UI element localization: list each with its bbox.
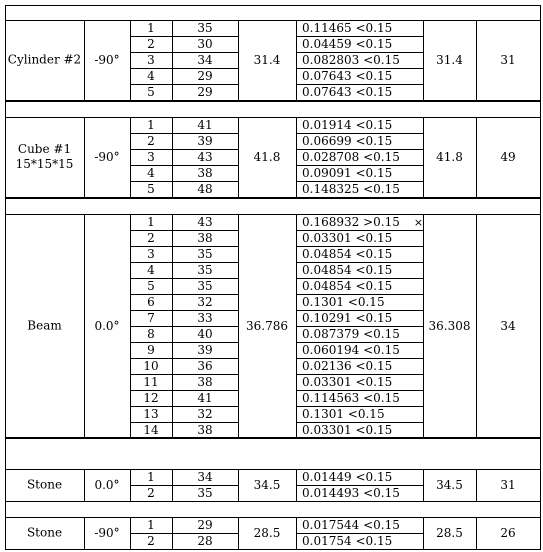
reading-number: 1 (147, 470, 155, 484)
column-border (540, 214, 541, 438)
impact-angle: -90° (94, 526, 120, 540)
deviation-check: 0.09091 <0.15 (302, 166, 393, 180)
column-border (238, 214, 239, 438)
section-border (5, 197, 541, 198)
final-value: 49 (500, 150, 516, 164)
rebound-value: 39 (197, 343, 213, 357)
reading-number: 3 (147, 150, 155, 164)
spacer-border (540, 437, 541, 469)
reading-number: 1 (147, 215, 155, 229)
column-border (238, 20, 239, 100)
rebound-value: 35 (197, 279, 213, 293)
deviation-check: 0.06699 <0.15 (302, 134, 393, 148)
reading-number: 8 (147, 327, 155, 341)
column-border (540, 469, 541, 501)
deviation-check: 0.148325 <0.15 (302, 182, 400, 196)
deviation-check: 0.11465 <0.15 (302, 21, 393, 35)
column-border (84, 469, 85, 501)
rebound-value: 29 (197, 85, 213, 99)
average-value: 28.5 (253, 526, 281, 540)
rebound-value: 34 (197, 53, 213, 67)
rebound-value: 38 (197, 375, 213, 389)
column-border (476, 20, 477, 100)
final-value: 34 (500, 319, 516, 333)
rebound-value: 32 (197, 295, 213, 309)
deviation-check: 0.01449 <0.15 (302, 470, 393, 484)
deviation-check: 0.1301 <0.15 (302, 295, 385, 309)
rebound-value: 41 (197, 118, 213, 132)
rebound-value: 34 (197, 470, 213, 484)
rebound-value: 43 (197, 215, 213, 229)
spacer-border (540, 5, 541, 20)
deviation-check: 0.060194 <0.15 (302, 343, 400, 357)
rebound-value: 38 (197, 166, 213, 180)
corrected-average: 31.4 (436, 53, 463, 67)
column-border (423, 117, 424, 197)
deviation-check: 0.02136 <0.15 (302, 359, 393, 373)
rebound-value: 48 (197, 182, 213, 196)
reading-number: 5 (147, 182, 155, 196)
column-border (540, 117, 541, 197)
deviation-check: 0.01754 <0.15 (302, 534, 393, 548)
spacer-border (540, 101, 541, 117)
column-border (130, 20, 131, 100)
rebound-value: 40 (197, 327, 213, 341)
section-border (5, 517, 541, 518)
section-border (5, 214, 541, 215)
reading-number: 1 (147, 518, 155, 532)
column-border (296, 20, 297, 100)
reading-number: 4 (147, 166, 155, 180)
rebound-value: 32 (197, 407, 213, 421)
deviation-check: 0.1301 <0.15 (302, 407, 385, 421)
deviation-check: 0.03301 <0.15 (302, 375, 393, 389)
reject-mark: × (413, 216, 424, 229)
section-border (5, 438, 541, 439)
column-border (296, 117, 297, 197)
section-border (5, 117, 541, 118)
deviation-check: 0.04854 <0.15 (302, 247, 393, 261)
reading-number: 5 (147, 85, 155, 99)
rebound-value: 43 (197, 150, 213, 164)
column-border (238, 469, 239, 501)
spacer-border (5, 5, 541, 6)
reading-number: 2 (147, 37, 155, 51)
reading-number: 2 (147, 534, 155, 548)
average-value: 31.4 (253, 53, 281, 67)
deviation-check: 0.01914 <0.15 (302, 118, 393, 132)
corrected-average: 34.5 (436, 478, 463, 492)
specimen-label: Cube #1 15*15*15 (15, 142, 74, 171)
deviation-check: 0.03301 <0.15 (302, 231, 393, 245)
column-border (238, 117, 239, 197)
reading-number: 14 (143, 423, 159, 437)
column-border (5, 469, 6, 501)
column-border (172, 20, 173, 100)
rebound-value: 35 (197, 21, 213, 35)
specimen-label: Cylinder #2 (7, 52, 82, 67)
specimen-label: Stone (26, 525, 63, 540)
section-border (5, 501, 541, 502)
section-border (5, 100, 541, 101)
spacer-border (5, 198, 6, 214)
reading-number: 7 (147, 311, 155, 325)
rebound-value: 39 (197, 134, 213, 148)
final-value: 26 (500, 526, 516, 540)
column-border (172, 117, 173, 197)
reading-number: 5 (147, 279, 155, 293)
rebound-value: 29 (197, 518, 213, 532)
average-value: 41.8 (253, 150, 281, 164)
deviation-check: 0.087379 <0.15 (302, 327, 400, 341)
column-border (476, 117, 477, 197)
spacer-border (540, 501, 541, 517)
section-border (5, 549, 541, 550)
rebound-value: 28 (197, 534, 213, 548)
specimen-label: Beam (27, 318, 62, 333)
deviation-check: 0.04854 <0.15 (302, 279, 393, 293)
rebound-value: 35 (197, 486, 213, 500)
average-value: 36.786 (246, 319, 288, 333)
corrected-average: 41.8 (436, 150, 463, 164)
column-border (84, 117, 85, 197)
reading-number: 4 (147, 263, 155, 277)
average-value: 34.5 (253, 478, 281, 492)
reading-number: 1 (147, 118, 155, 132)
section-border (5, 20, 541, 21)
column-border (423, 469, 424, 501)
corrected-average: 28.5 (436, 526, 463, 540)
column-border (5, 117, 6, 197)
column-border (540, 20, 541, 100)
column-border (130, 117, 131, 197)
deviation-check: 0.114563 <0.15 (302, 391, 400, 405)
rebound-value: 38 (197, 423, 213, 437)
deviation-check: 0.04459 <0.15 (302, 37, 393, 51)
impact-angle: -90° (94, 150, 120, 164)
reading-number: 1 (147, 21, 155, 35)
reading-number: 11 (143, 375, 159, 389)
column-border (84, 517, 85, 549)
deviation-check: 0.10291 <0.15 (302, 311, 393, 325)
column-border (540, 517, 541, 549)
spacer-border (5, 101, 541, 102)
spacer-border (5, 501, 6, 517)
impact-angle: 0.0° (94, 478, 120, 492)
reading-number: 2 (147, 231, 155, 245)
deviation-check: 0.017544 <0.15 (302, 518, 400, 532)
rebound-value: 41 (197, 391, 213, 405)
spacer-border (5, 198, 541, 199)
column-border (476, 469, 477, 501)
reading-number: 3 (147, 247, 155, 261)
deviation-check: 0.082803 <0.15 (302, 53, 400, 67)
column-border (423, 20, 424, 100)
rebound-value: 35 (197, 263, 213, 277)
spacer-border (5, 101, 6, 117)
final-value: 31 (500, 53, 516, 67)
rebound-value: 33 (197, 311, 213, 325)
impact-angle: 0.0° (94, 319, 120, 333)
column-border (476, 517, 477, 549)
deviation-check: 0.168932 >0.15 × (302, 215, 424, 229)
deviation-check: 0.07643 <0.15 (302, 85, 393, 99)
rebound-value: 30 (197, 37, 213, 51)
rebound-value: 35 (197, 247, 213, 261)
deviation-check: 0.028708 <0.15 (302, 150, 400, 164)
reading-number: 2 (147, 486, 155, 500)
column-border (5, 517, 6, 549)
reading-number: 6 (147, 295, 155, 309)
spacer-border (5, 437, 6, 469)
reading-number: 13 (143, 407, 159, 421)
column-border (476, 214, 477, 438)
deviation-check: 0.03301 <0.15 (302, 423, 393, 437)
column-border (5, 20, 6, 100)
impact-angle: -90° (94, 53, 120, 67)
deviation-check: 0.014493 <0.15 (302, 486, 400, 500)
section-border (5, 469, 541, 470)
reading-number: 9 (147, 343, 155, 357)
column-border (84, 20, 85, 100)
deviation-check: 0.04854 <0.15 (302, 263, 393, 277)
reading-number: 3 (147, 53, 155, 67)
reading-number: 2 (147, 134, 155, 148)
rebound-value: 36 (197, 359, 213, 373)
corrected-average: 36.308 (428, 319, 471, 333)
spacer-border (540, 198, 541, 214)
column-border (84, 214, 85, 438)
spacer-border (5, 5, 6, 20)
rebound-value: 38 (197, 231, 213, 245)
rebound-value: 29 (197, 69, 213, 83)
deviation-check: 0.07643 <0.15 (302, 69, 393, 83)
reading-number: 4 (147, 69, 155, 83)
column-border (5, 214, 6, 438)
final-value: 31 (500, 478, 516, 492)
column-border (238, 517, 239, 549)
reading-number: 12 (143, 391, 159, 405)
reading-number: 10 (143, 359, 159, 373)
specimen-label: Stone (26, 477, 63, 492)
column-border (423, 517, 424, 549)
column-border (423, 214, 424, 438)
